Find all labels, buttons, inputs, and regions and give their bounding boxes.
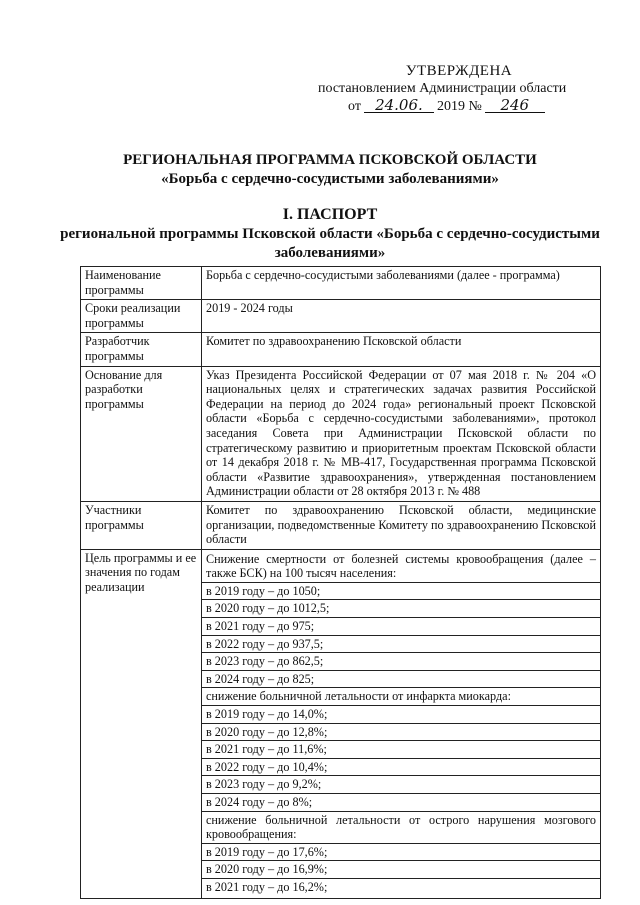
section-subtitle: региональной программы Псковской области «Борьба с сердечно-сосудистыми заболеваниями» [60,226,600,261]
row-value: Указ Президента Российской Федерации от 07 мая 2018 г. № 204 «О национальных целях и стратегических задачах развития Российской Федерации на период до 2024 года» региональный проект Псковской области «Борьба с сердечно-сосудистыми заболеваниями», протокол заседания Совета при Администрации Псковской области по стратегическому развитию и приоритетным проектам Псковской области от 14 декабря 2018 г. № МВ-417, Государственная программа Псковской области «Развитие здравоохранения», утвержденная постановлением Администрации области от 28 октября 2013 г. № 488 [202,366,601,501]
row-label: Разработчик программы [81,333,202,366]
goal-line: в 2019 году – до 1050; [202,583,600,601]
row-value: Борьба с сердечно-сосудистыми заболеваниями (далее - программа) [202,267,601,300]
goal-line: в 2020 году – до 1012,5; [202,600,600,618]
program-title: РЕГИОНАЛЬНАЯ ПРОГРАММА ПСКОВСКОЙ ОБЛАСТИ [123,152,537,168]
table-row [81,501,601,549]
section-title: I. ПАСПОРТ [282,206,378,223]
approval-date-line [348,98,600,116]
goal-line: снижение больничной летальности от острого нарушения мозгового кровообращения: [202,812,600,844]
row-label: Наименование программы [81,267,202,300]
row-label: Сроки реализации программы [81,300,202,333]
date-prefix: от [348,99,361,114]
goals-list [202,549,601,898]
row-value: Комитет по здравоохранению Псковской области [202,333,601,366]
table-row [81,366,601,501]
program-subtitle: «Борьба с сердечно-сосудистыми заболеваниями» [161,171,499,187]
program-heading [60,151,600,189]
table-row [81,549,601,898]
goal-line: в 2020 году – до 16,9%; [202,861,600,879]
row-value: 2019 - 2024 годы [202,300,601,333]
goal-line: в 2021 году – до 11,6%; [202,741,600,759]
row-label: Участники программы [81,501,202,549]
goal-line: в 2023 году – до 9,2%; [202,776,600,794]
table-row [81,300,601,333]
row-label: Основание для разработки программы [81,366,202,501]
row-label: Цель программы и ее значения по годам реализации [81,549,202,898]
goal-line: в 2024 году – до 8%; [202,794,600,812]
table-row [81,267,601,300]
goal-line: в 2020 году – до 12,8%; [202,724,600,742]
goal-line: в 2021 году – до 975; [202,618,600,636]
approval-year: 2019 № [436,99,482,114]
goal-line: в 2019 году – до 17,6%; [202,844,600,862]
goal-line: в 2023 году – до 862,5; [202,653,600,671]
goal-line: в 2021 году – до 16,2%; [206,879,328,894]
goal-line: снижение больничной летальности от инфаркта миокарда: [202,688,600,706]
handwritten-date: 24.06. [364,98,434,113]
goal-line: в 2022 году – до 937,5; [202,636,600,654]
table-row [81,333,601,366]
passport-table [80,266,601,899]
goal-line: в 2019 году – до 14,0%; [202,706,600,724]
handwritten-number: 246 [485,98,545,113]
goal-line: в 2024 году – до 825; [202,671,600,689]
approval-issuer: постановлением Администрации области [318,81,567,96]
row-value: Комитет по здравоохранению Псковской области, медицинские организации, подведомственные Комитету по здравоохранению Псковской области [202,501,601,549]
goal-line: Снижение смертности от болезней системы кровообращения (далее – также БСК) на 100 тысяч населения: [202,551,600,583]
approval-title: УТВЕРЖДЕНА [405,63,513,79]
goal-line: в 2022 году – до 10,4%; [202,759,600,777]
approval-stamp [318,62,600,116]
